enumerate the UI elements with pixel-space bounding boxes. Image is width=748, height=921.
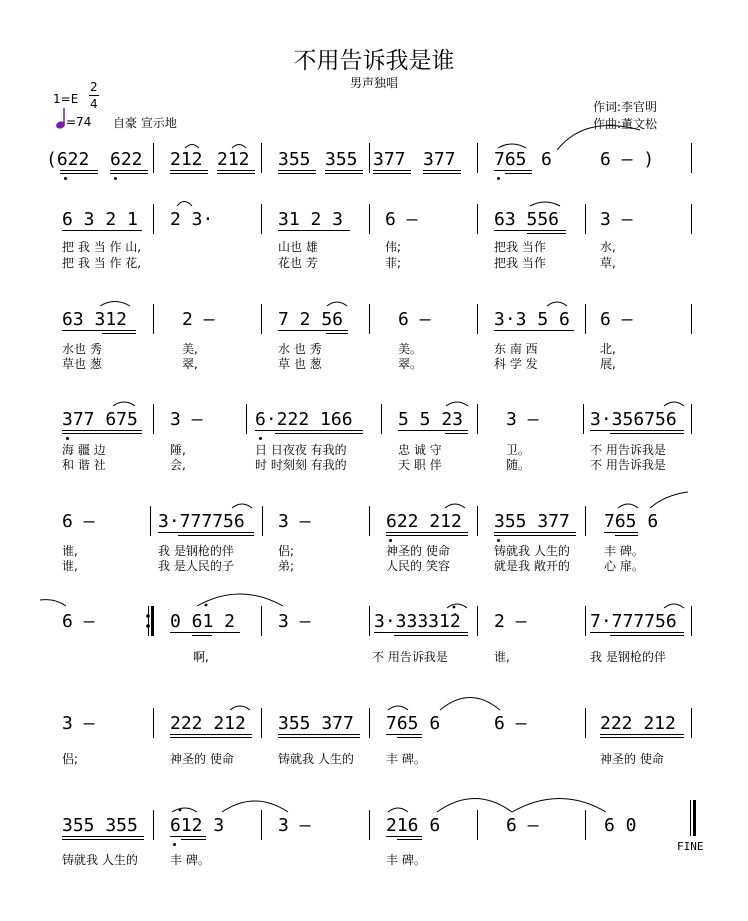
note-group: 355 377 [278, 713, 354, 734]
note-group: 7 2 56 [278, 309, 344, 330]
lyric: 谁, [494, 650, 510, 664]
tie [440, 698, 500, 711]
note-group: 355 355 [62, 815, 138, 836]
note-group: 3 – [278, 611, 311, 632]
note-group: 6 – [398, 309, 431, 330]
song-subtitle: 男声独唱 [349, 76, 398, 90]
note-group: 765 6 [604, 511, 659, 532]
slur [113, 402, 135, 406]
note-group: 6 3 2 1 [62, 209, 138, 230]
lyric: 神圣的 使命 [170, 752, 234, 766]
lyric: 山也 雄 [278, 240, 318, 254]
note-group: (622 [46, 149, 90, 170]
lyric: 神圣的 使命 [386, 544, 450, 558]
slur [172, 808, 197, 812]
lyric: 就是我 敞开的 [494, 559, 570, 573]
song-title: 不用告诉我是谁 [293, 48, 455, 74]
slur [232, 504, 252, 508]
lyric: 会, [170, 458, 186, 472]
lyric: 啊, [193, 650, 209, 664]
note-group: 3 – [170, 409, 203, 430]
lyric: 丰 碑。 [386, 752, 426, 766]
lyric: 铸就我 人生的 [494, 544, 570, 558]
note-group: 2 – [494, 611, 527, 632]
note-group: 222 212 [170, 713, 246, 734]
note-group: 212 [170, 149, 203, 170]
lyric: 丰 碑。 [386, 853, 426, 867]
slur [664, 604, 684, 608]
slur [185, 145, 199, 149]
tie [40, 600, 66, 606]
note-group: 6 – [385, 209, 418, 230]
lyric: 陲, [170, 443, 186, 457]
lyric: 侣; [278, 544, 295, 558]
time-signature-top: 2 [90, 80, 98, 94]
lyric: 水也 秀 [62, 342, 102, 356]
lyric: 不 用告诉我是 [590, 458, 666, 472]
lyric: 草, [600, 256, 616, 270]
lyric: 东 南 西 [494, 342, 538, 356]
repeat-dot [146, 624, 150, 628]
note-group: 6 – [506, 815, 539, 836]
note-group: 31 2 3 [278, 209, 344, 230]
slur [547, 302, 567, 306]
lyric: 伟; [385, 240, 402, 254]
tie [437, 799, 512, 813]
note-group: 3·33331̇2 [374, 611, 461, 632]
note-group: 0 61 2 [170, 611, 236, 632]
lyric: 翠。 [398, 357, 423, 371]
lyric: 北, [600, 342, 616, 356]
note-group: 355 377 [494, 511, 570, 532]
slur [177, 202, 192, 207]
note-group: 3 – [278, 815, 311, 836]
lyric: 时 时刻刻 有我的 [255, 458, 347, 472]
slur [230, 706, 250, 710]
lyric: 水, [600, 240, 616, 254]
tie [557, 126, 640, 151]
note-group: 765 6 [386, 713, 441, 734]
lyric: 我 是钢枪的伴 [158, 544, 234, 558]
expression-mark: 自豪 宣示地 [113, 116, 177, 130]
time-signature-bottom: 4 [90, 97, 98, 111]
slur [530, 202, 560, 206]
note-group: 377 675 [62, 409, 138, 430]
note-group: 6 – [62, 611, 95, 632]
lyric: 美, [182, 342, 198, 356]
slur [446, 402, 468, 406]
slur [388, 706, 408, 710]
note-group: 216 6 [386, 815, 441, 836]
slur [327, 302, 347, 306]
fine-mark: FINE [677, 840, 704, 853]
note-group: 3 – [278, 511, 311, 532]
lyric: 谁, [62, 559, 78, 573]
lyric: 草 也 葱 [278, 357, 322, 371]
note-group: 612 3 [170, 815, 225, 836]
lyric: 铸就我 人生的 [278, 752, 354, 766]
lyric: 把我 当作 [494, 256, 546, 270]
lyric: 海 疆 边 [62, 443, 106, 457]
lyric: 丰 碑。 [604, 544, 644, 558]
lyric: 水 也 秀 [278, 342, 322, 356]
slur [197, 594, 283, 606]
lyric: 我 是人民的子 [158, 559, 234, 573]
lyric: 把我 当作 [494, 240, 546, 254]
lyric: 谁, [62, 544, 78, 558]
note-group: 3·3 5 6 [494, 309, 570, 330]
note-group: 2 3· [170, 209, 214, 230]
note-group: 6 – [494, 713, 527, 734]
lyric: 铸就我 人生的 [62, 853, 138, 867]
note-group: 6·222 166 [255, 409, 353, 430]
lyric: 展, [600, 357, 616, 371]
slur [664, 402, 684, 406]
slur [232, 145, 246, 149]
note-group: 377 [373, 149, 406, 170]
lyric: 忠 诚 守 [398, 443, 442, 457]
note-group: 765 [494, 149, 527, 170]
note-group: 222 212 [600, 713, 676, 734]
lyric: 人民的 笑容 [386, 559, 450, 573]
note-group: 377 [423, 149, 456, 170]
note-group: 3·777756 [158, 511, 245, 532]
note-group: 3·356756 [590, 409, 677, 430]
lyric: 把 我 当 作 山, [62, 240, 142, 254]
slur [388, 808, 408, 812]
note-group: 5 5 23 [398, 409, 464, 430]
high-octave-dot [205, 604, 208, 607]
tempo-mark: =74 [66, 115, 92, 129]
lyric: 卫。 [506, 443, 531, 457]
note-group: 2 – [182, 309, 215, 330]
note-group: 3 – [506, 409, 539, 430]
high-octave-dot [179, 809, 182, 812]
note-group: 622 [110, 149, 143, 170]
lyric: 美。 [398, 342, 423, 356]
slur [618, 504, 638, 508]
slur [447, 604, 467, 608]
slur [100, 302, 130, 307]
lyric: 我 是钢枪的伴 [590, 650, 666, 664]
repeat-dot [146, 614, 150, 618]
slur [498, 144, 526, 148]
note-group: 6 – ) [600, 149, 655, 170]
high-octave-dot [453, 606, 456, 609]
note-group: 3 – [600, 209, 633, 230]
lyric: 丰 碑。 [170, 853, 210, 867]
lyric: 随。 [506, 458, 531, 472]
lyric: 日 日夜夜 有我的 [255, 443, 347, 457]
tie [222, 801, 288, 812]
lyric: 翠, [182, 357, 198, 371]
lyric: 天 职 伴 [398, 458, 442, 472]
note-group: 3 – [62, 713, 95, 734]
slur [445, 504, 465, 508]
note-group: 622 212 [386, 511, 462, 532]
note-group: 212 [217, 149, 250, 170]
lyric: 花也 芳 [278, 256, 318, 270]
lyric: 侣; [62, 752, 79, 766]
lyric: 心 扉。 [604, 559, 644, 573]
lyric: 把 我 当 作 花, [62, 256, 142, 270]
note-group: 6 0 [604, 815, 637, 836]
note-group: 355 [325, 149, 358, 170]
lyric: 草也 葱 [62, 357, 102, 371]
note-group: 355 [278, 149, 311, 170]
lyric: 科 学 发 [494, 357, 538, 371]
lyric: 不 用告诉我是 [372, 650, 448, 664]
tie [650, 492, 688, 508]
lyric: 不 用告诉我是 [590, 443, 666, 457]
note-group: 7·777756 [590, 611, 677, 632]
lyric: 菲; [385, 256, 402, 270]
note-group: 63 312 [62, 309, 128, 330]
key-signature: 1=E [53, 92, 79, 106]
note-group: 6 – [62, 511, 95, 532]
composer-credit: 作曲:董文松 [593, 117, 658, 131]
note-group: 6 – [600, 309, 633, 330]
lyric: 弟; [278, 559, 295, 573]
note-group: 63 556 [494, 209, 560, 230]
lyric: 和 谐 社 [62, 458, 106, 472]
lyricist-credit: 作词:李官明 [593, 100, 658, 114]
lyric: 神圣的 使命 [600, 752, 664, 766]
tie [512, 799, 606, 813]
note-group: 6 [541, 149, 552, 170]
